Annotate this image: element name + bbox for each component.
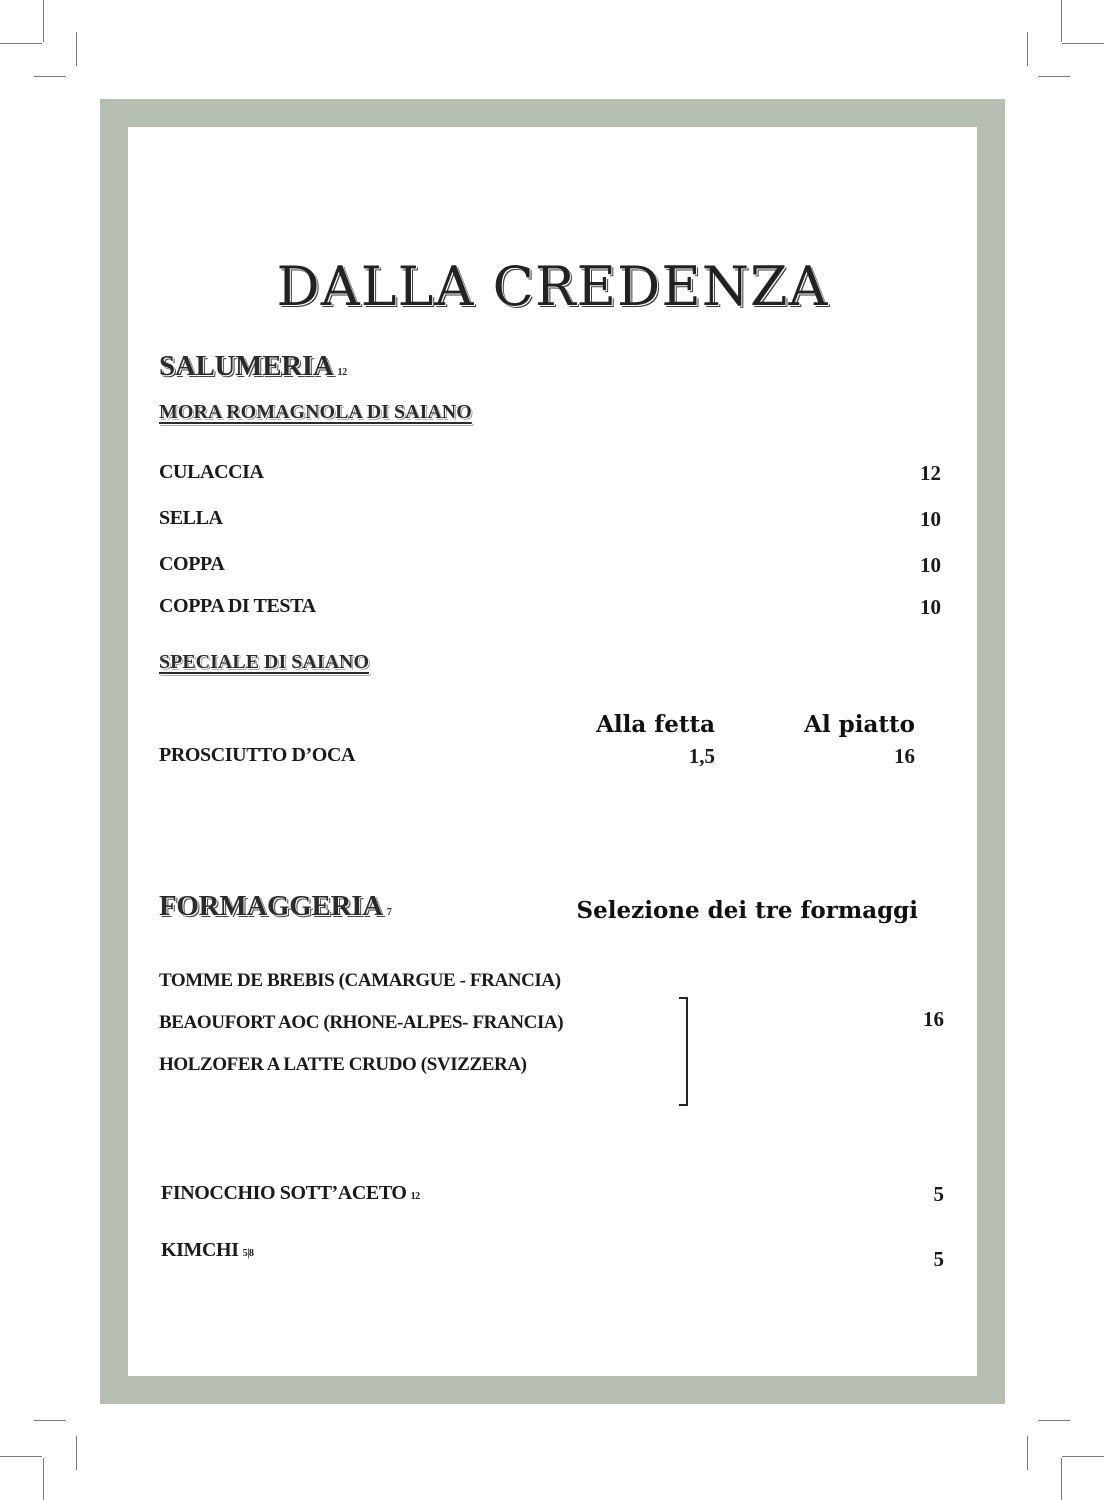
crop-mark <box>1062 1456 1104 1457</box>
menu-item-price: 10 <box>920 553 941 577</box>
crop-mark <box>76 1436 77 1470</box>
extra-item-price: 5 <box>933 1182 944 1206</box>
menu-item-price: 10 <box>920 595 941 619</box>
column-header-plate: Al piatto <box>804 711 915 738</box>
menu-item-name: SELLA <box>159 507 223 529</box>
menu-item-name: COPPA DI TESTA <box>159 595 316 617</box>
cheese-item: HOLZOFER A LATTE CRUDO (SVIZZERA) <box>159 1054 527 1075</box>
crop-mark <box>34 76 66 77</box>
extra-item-label: KIMCHI <box>161 1239 239 1261</box>
crop-mark <box>1061 1458 1062 1500</box>
salumeria-heading <box>159 350 347 383</box>
salumeria-allergen: 12 <box>337 367 347 378</box>
extra-item-price: 5 <box>933 1247 944 1271</box>
special-subheading: SPECIALE DI SAIANO <box>159 651 370 673</box>
extra-item-name <box>161 1182 420 1205</box>
page-title: DALLA CREDENZA <box>276 255 829 318</box>
extra-item-allergen: 12 <box>410 1191 420 1202</box>
menu-item-name: CULACCIA <box>159 461 264 483</box>
cheese-item: TOMME DE BREBIS (CAMARGUE - FRANCIA) <box>159 970 561 991</box>
menu-card <box>128 127 977 1376</box>
extra-item-name <box>161 1239 254 1262</box>
crop-mark <box>43 1458 44 1500</box>
crop-mark <box>0 43 42 44</box>
selection-label: Selezione dei tre formaggi <box>576 897 918 924</box>
special-item-price-plate: 16 <box>894 744 915 768</box>
crop-mark <box>1038 1420 1070 1421</box>
menu-item-price: 12 <box>920 461 941 485</box>
extra-item-allergen: 5|8 <box>242 1248 254 1259</box>
crop-mark <box>1062 43 1104 44</box>
menu-item-name: COPPA <box>159 553 225 575</box>
menu-frame <box>100 99 1005 1404</box>
column-header-slice: Alla fetta <box>596 711 715 738</box>
special-item-name: PROSCIUTTO D’OCA <box>159 744 356 766</box>
cheese-item: BEAOUFORT AOC (RHONE-ALPES- FRANCIA) <box>159 1012 564 1033</box>
crop-mark <box>43 0 44 42</box>
crop-mark <box>34 1420 66 1421</box>
cheese-bracket <box>679 997 688 1106</box>
cheese-selection-price: 16 <box>923 1007 944 1031</box>
crop-mark <box>1038 76 1070 77</box>
crop-mark <box>1027 32 1028 66</box>
formaggeria-heading <box>159 890 392 923</box>
menu-item-price: 10 <box>920 507 941 531</box>
crop-mark <box>0 1456 42 1457</box>
special-item-price-slice: 1,5 <box>688 744 715 768</box>
salumeria-heading-text: SALUMERIA <box>159 350 334 382</box>
formaggeria-heading-text: FORMAGGERIA <box>159 890 383 922</box>
crop-mark <box>76 32 77 66</box>
formaggeria-allergen: 7 <box>386 907 392 918</box>
crop-mark <box>1027 1436 1028 1470</box>
extra-item-label: FINOCCHIO SOTT’ACETO <box>161 1182 407 1204</box>
crop-mark <box>1061 0 1062 42</box>
salumeria-subheading: MORA ROMAGNOLA DI SAIANO <box>159 401 472 423</box>
